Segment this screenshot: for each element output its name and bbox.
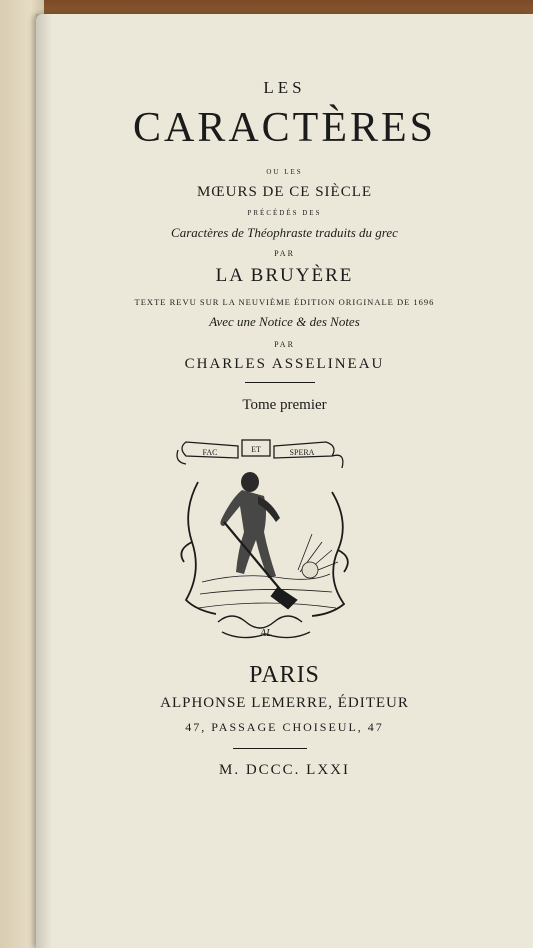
theophraste-line: Caractères de Théophraste traduits du grec: [171, 225, 398, 240]
publisher-monogram: AL: [260, 628, 272, 639]
motto-left: FAC: [202, 448, 218, 457]
author-name: LA BRUYÈRE: [215, 265, 354, 286]
book-title: CARACTÈRES: [132, 105, 437, 151]
subtitle: MŒURS DE CE SIÈCLE: [196, 184, 373, 200]
title-page: [36, 14, 533, 948]
subtitle-connector: OU LES: [266, 168, 303, 176]
divider-rule: [245, 382, 315, 383]
publisher-name: ALPHONSE LEMERRE, ÉDITEUR: [160, 695, 409, 711]
divider-rule-bottom: [233, 748, 307, 749]
imprint-city: PARIS: [249, 662, 320, 688]
notice-line: Avec une Notice & des Notes: [209, 314, 360, 329]
printers-mark-digger-icon: [172, 422, 360, 648]
motto-right: SPERA: [289, 448, 315, 457]
publisher-address: 47, PASSAGE CHOISEUL, 47: [185, 720, 384, 734]
by-label: PAR: [274, 249, 295, 258]
by-label-editor: PAR: [274, 340, 295, 349]
motto-center: ET: [251, 445, 261, 454]
preceded-by: PRÉCÉDÉS DES: [247, 209, 322, 217]
editor-name: CHARLES ASSELINEAU: [184, 356, 385, 372]
title-prefix: LES: [263, 78, 306, 97]
publication-date: M. DCCC. LXXI: [218, 762, 350, 778]
volume-label: Tome premier: [242, 397, 327, 413]
edition-note: TEXTE REVU SUR LA NEUVIÈME ÉDITION ORIGINALE DE 1696: [134, 297, 435, 307]
